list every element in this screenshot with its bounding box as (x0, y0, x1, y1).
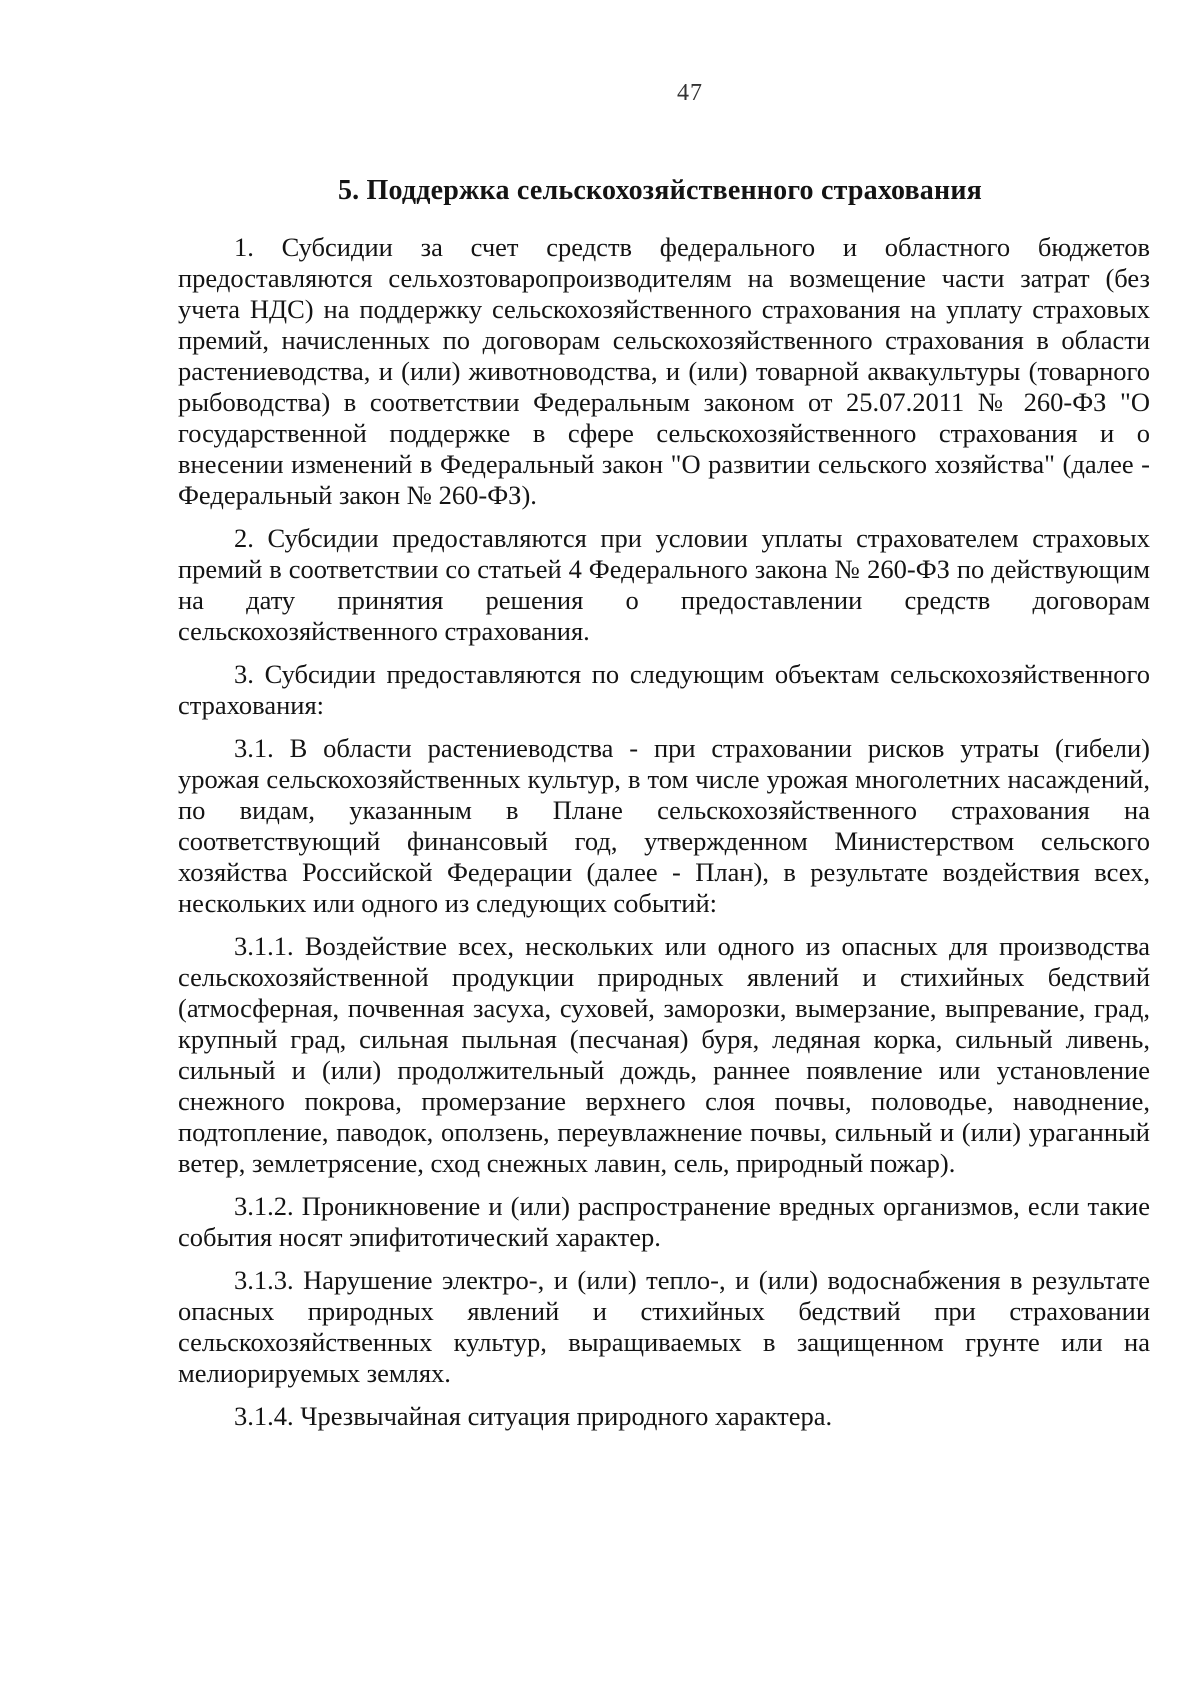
page-number: 47 (677, 80, 703, 106)
paragraph-2-subsidy-conditions: 2. Субсидии предоставляются при условии уплаты страхователем страховых премий в соответствии со статьей 4 Федерального закона № 260-ФЗ по действующим на дату принятия решения о предоставлении средств договорам сельскохозяйственного страхования. (178, 523, 1150, 646)
paragraph-3-1-2-pests: 3.1.2. Проникновение и (или) распространение вредных организмов, если такие события носят эпифитотический характер. (178, 1191, 1150, 1252)
paragraph-3-1-1-natural-hazards: 3.1.1. Воздействие всех, нескольких или одного из опасных для производства сельскохозяйственной продукции природных явлений и стихийных бедствий (атмосферная, почвенная засуха, суховей, заморозки, вымерзание, выпревание, град, крупный град, сильная пыльная (песчаная) буря, ледяная корка, сильный ливень, сильный и (или) продолжительный дождь, раннее появление или установление снежного покрова, промерзание верхнего слоя почвы, половодье, наводнение, подтопление, паводок, оползень, переувлажнение почвы, сильный и (или) ураганный ветер, землетрясение, сход снежных лавин, сель, природный пожар). (178, 931, 1150, 1178)
paragraph-3-1-4-emergency: 3.1.4. Чрезвычайная ситуация природного характера. (234, 1401, 833, 1431)
paragraph-3-1-crop-production: 3.1. В области растениеводства - при страховании рисков утраты (гибели) урожая сельскохозяйственных культур, в том числе урожая многолетних насаждений, по видам, указанным в Плане сельскохозяйственного страхования на соответствующий финансовый год, утвержденном Министерством сельского хозяйства Российской Федерации (далее - План), в результате воздействия всех, нескольких или одного из следующих событий: (178, 733, 1150, 918)
paragraph-3-1-3-utility-disruption: 3.1.3. Нарушение электро-, и (или) тепло-, и (или) водоснабжения в результате опасных природных явлений и стихийных бедствий при страховании сельскохозяйственных культур, выращиваемых в защищенном грунте или на мелиорируемых землях. (178, 1265, 1150, 1388)
paragraph-1-subsidies-purpose: 1. Субсидии за счет средств федерального и областного бюджетов предоставляются сельхозтоваропроизводителям на возмещение части затрат (без учета НДС) на поддержку сельскохозяйственного страхования на уплату страховых премий, начисленных по договорам сельскохозяйственного страхования в области растениеводства, и (или) животноводства, и (или) товарной аквакультуры (товарного рыбоводства) в соответствии Федеральным законом от 25.07.2011 № 260-ФЗ "О государственной поддержке в сфере сельскохозяйственного страхования и о внесении изменений в Федеральный закон "О развитии сельского хозяйства" (далее - Федеральный закон № 260-ФЗ). (178, 232, 1150, 510)
paragraph-3-insurance-objects: 3. Субсидии предоставляются по следующим объектам сельскохозяйственного страхования: (178, 659, 1150, 720)
document-body (178, 232, 1150, 1444)
section-title: 5. Поддержка сельскохозяйственного страхования (337, 175, 983, 206)
